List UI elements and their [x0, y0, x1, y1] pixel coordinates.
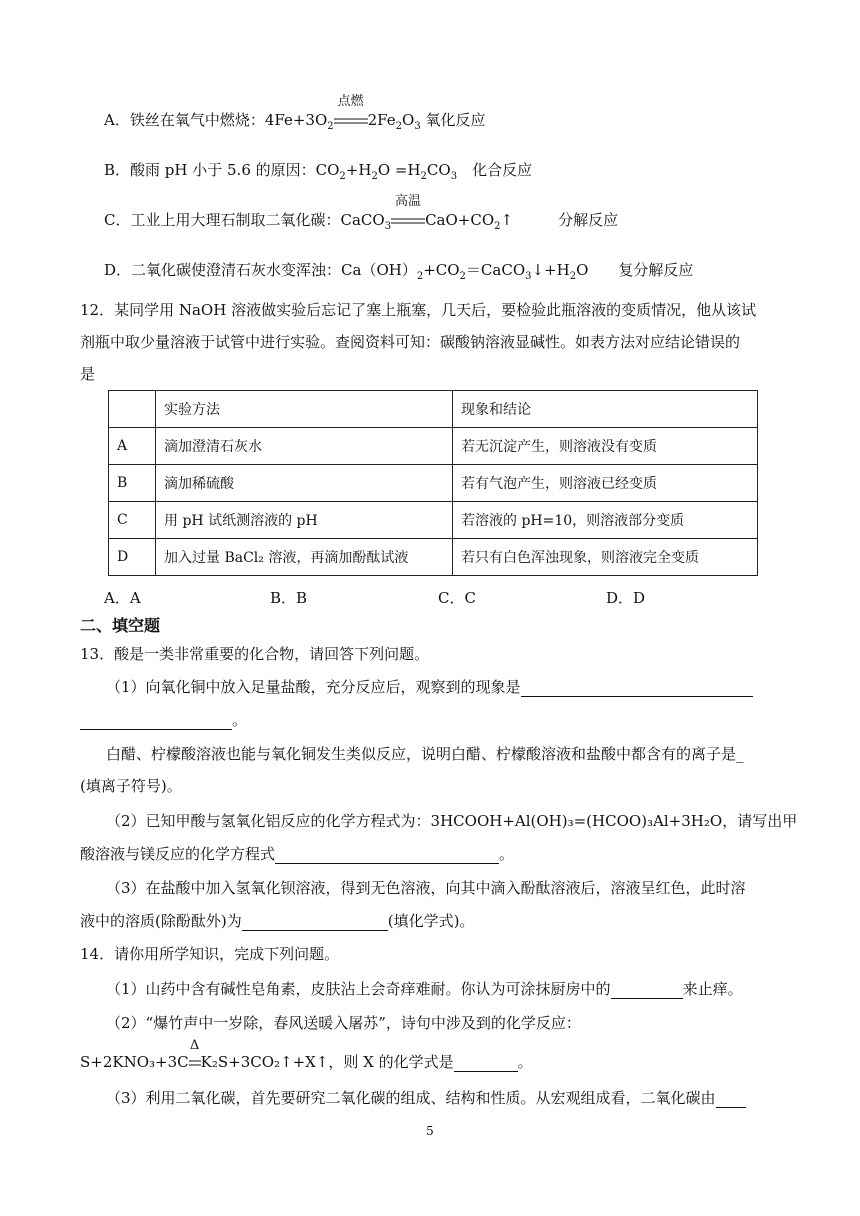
table-header-row — [109, 391, 758, 428]
reaction-condition: Δ — [189, 1038, 200, 1053]
q14-part2-line2: S+2KNO₃+3C Δ K₂S+3CO₂↑+X↑，则 X 的化学式是 。 — [80, 1038, 533, 1071]
choice-a[interactable]: A．A — [104, 589, 141, 607]
table-cell: 用 pH 试纸测溶液的 pH — [156, 502, 453, 539]
table-cell: 若溶液的 pH=10，则溶液部分变质 — [453, 502, 758, 539]
table-row — [109, 502, 758, 539]
q13-part2-line2: 酸溶液与镁反应的化学方程式 。 — [80, 845, 515, 863]
table-cell: 滴加澄清石灰水 — [156, 428, 453, 465]
table-cell: 实验方法 — [156, 391, 453, 428]
table-cell: 加入过量 BaCl₂ 溶液，再滴加酚酞试液 — [156, 539, 453, 576]
option-11c: C．工业上用大理石制取二氧化碳：CaCO$_3$ 高温 $CaO+CO_2↑$ 分解反应 — [104, 194, 619, 232]
reaction-condition: 高温 — [395, 194, 422, 209]
q12-table — [108, 390, 758, 576]
table-cell: 若只有白色浑浊现象，则溶液完全变质 — [453, 539, 758, 576]
option-11d: D．二氧化碳使澄清石灰水变浑浊：$Ca(OH)_2+CO_2=CaCO_3↓+H_2O$ 复分解反应 — [104, 261, 694, 282]
q14-intro: 14．请你用所学知识，完成下列问题。 — [80, 945, 340, 963]
answer-blank[interactable] — [242, 912, 388, 931]
answer-blank[interactable] — [454, 1053, 518, 1072]
q13-part3-line1: （3）在盐酸中加入氢氧化钡溶液，得到无色溶液，向其中滴入酚酞溶液后，溶液呈红色，此时溶 — [106, 879, 746, 897]
q14-part3: （3）利用二氧化碳，首先要研究二氧化碳的组成、结构和性质。从宏观组成看，二氧化碳由 — [106, 1088, 746, 1108]
table-cell: 现象和结论 — [453, 391, 758, 428]
q14-part1: （1）山药中含有碱性皂角素，皮肤沾上会奇痒难耐。你认为可涂抹厨房中的 来止痒。 — [106, 980, 743, 998]
answer-blank[interactable] — [521, 678, 753, 697]
choice-c[interactable]: C．C — [438, 589, 476, 607]
table-row — [109, 539, 758, 576]
q13-part1: （1）向氧化铜中放入足量盐酸，充分反应后，观察到的现象是 — [106, 677, 753, 697]
option-11b: B．酸雨 pH 小于 5.6 的原因：$CO_2+H_2O =H_2CO_3$ 化合反应 — [104, 161, 533, 182]
option-11a: A．铁丝在氧气中燃烧：$4Fe+3O_2$ 点燃 $2Fe_2O_3$ 氧化反应 — [104, 94, 486, 132]
q13-part3-line2: 液中的溶质(除酚酞外)为 (填化学式)。 — [80, 912, 475, 930]
answer-blank[interactable] — [716, 1089, 746, 1108]
table-cell: 若无沉淀产生，则溶液没有变质 — [453, 428, 758, 465]
page-number: 5 — [426, 1124, 434, 1138]
q12-stem-line1: 12．某同学用 NaOH 溶液做实验后忘记了塞上瓶塞，几天后，要检验此瓶溶液的变质情况，他从该试 — [80, 301, 757, 319]
table-cell: 滴加稀硫酸 — [156, 465, 453, 502]
answer-blank[interactable] — [80, 711, 232, 730]
q13-part1-cont: 。 — [80, 710, 247, 730]
table-cell — [109, 391, 156, 428]
section-title: 二、填空题 — [80, 616, 161, 635]
q12-stem-line2: 剂瓶中取少量溶液于试管中进行实验。查阅资料可知：碳酸钠溶液显碱性。如表方法对应结论错误的 — [80, 333, 741, 351]
answer-blank[interactable] — [611, 980, 683, 999]
choice-b[interactable]: B．B — [270, 589, 308, 607]
table-row — [109, 465, 758, 502]
table-row — [109, 428, 758, 465]
q13-part1c: (填离子符号)。 — [80, 777, 182, 795]
choice-d[interactable]: D．D — [606, 589, 646, 607]
q12-stem-line3: 是 — [80, 365, 96, 383]
q13-intro: 13．酸是一类非常重要的化合物，请回答下列问题。 — [80, 645, 430, 663]
table-cell: A — [109, 428, 156, 465]
reaction-condition: 点燃 — [337, 94, 364, 109]
q14-part2-line1: （2）“爆竹声中一岁除，春风送暖入屠苏”，诗句中涉及到的化学反应： — [106, 1014, 581, 1032]
q13-part2-line1: （2）已知甲酸与氢氧化铝反应的化学方程式为：3HCOOH+Al(OH)₃=(HCOO)₃Al+3H₂O，请写出甲 — [106, 812, 798, 830]
q13-part1b: 白醋、柠檬酸溶液也能与氧化铜发生类似反应，说明白醋、柠檬酸溶液和盐酸中都含有的离子是_ — [106, 745, 744, 763]
table-cell: 若有气泡产生，则溶液已经变质 — [453, 465, 758, 502]
table-cell: B — [109, 465, 156, 502]
answer-blank[interactable] — [275, 845, 499, 864]
table-cell: D — [109, 539, 156, 576]
table-cell: C — [109, 502, 156, 539]
